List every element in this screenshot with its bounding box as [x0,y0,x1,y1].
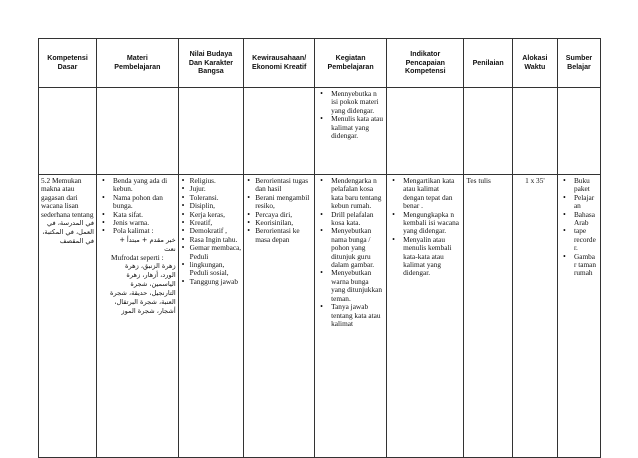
header-kewirausahaan: Kewirausahaan/ Ekonomi Kreatif [244,39,315,88]
cell-materi [97,175,179,458]
cell-empty [97,88,179,175]
cell-kegiatan-cont [315,88,387,175]
cell-kewirausahaan [244,175,315,458]
cell-sumber [557,175,600,458]
header-materi: Materi Pembelajaran [97,39,179,88]
mufrodat-line: أشجار، شجرة الموز [121,307,176,316]
cell-nilai-budaya [178,175,244,458]
list-item: • Menyebutkan nama bunga / pohon yang ditunjuk guru dalam gambar. [317,227,384,269]
header-nilai-budaya: Nilai Budaya Dan Karakter Bangsa [178,39,244,88]
kd-text: Memukan makna atau gagasan dari wacana lisan sederhana tentang [41,176,94,219]
cell-empty [39,88,97,175]
mufrodat-line: زهرة الزنبق، زهرة [125,262,176,271]
header-indikator: Indikator Pencapaian Kompetensi [387,39,464,88]
cell-alokasi: 1 x 35' [512,175,557,458]
cell-empty [387,88,464,175]
pola-kalimat-arabic: خبر مقدم + مبتدأ + نعت [119,235,176,253]
list-item: • Religius. [181,177,242,185]
list-item: • Berani mengambil resiko, [246,194,312,211]
cell-empty [557,88,600,175]
list-item: • Pola kalimat : [99,227,176,235]
list-item: • Buku paket [560,177,598,194]
cell-indikator [387,175,464,458]
list-item: • lingkungan, Peduli sosial, [181,261,242,278]
cell-kompetensi-dasar [39,175,97,458]
list-item: • Rasa Ingin tahu. [181,236,242,244]
header-kompetensi-dasar: Kompetensi Dasar [39,39,97,88]
mufrodat-line: الياسمين، شجرة [130,280,176,289]
mufrodat-line: الورد، أزهار، زهرة [126,271,176,280]
list-item: • Tanya jawab tentang kata atau kalimat [317,303,384,328]
list-item: • Gemar membaca, Peduli [181,244,242,261]
mufrodat-line: التارنجيل، حديقة، شجرة [110,289,176,298]
list-item: • Nama pohon dan bunga. [99,194,176,211]
list-item: • Keorisinilan, [246,219,312,227]
list-item: • Gamba r taman rumah [560,253,598,278]
list-item: • Menyebutkan warna bunga yang ditunjukkan teman. [317,269,384,303]
cell-penilaian: Tes tulis [464,175,512,458]
list-item: • Kata sifat. [99,211,176,219]
cell-empty [178,88,244,175]
cell-empty [464,88,512,175]
header-row [39,39,601,88]
list-item: • Mendengarka n pelafalan kosa kata baru tentang kebun rumah. [317,177,384,211]
list-item: • Menulis kata atau kalimat yang didengar. [317,115,384,140]
continued-row [39,88,601,175]
list-item: • Kerja keras, [181,211,242,219]
header-penilaian: Penilaian [464,39,512,88]
list-item: • Mengungkapka n kembali isi wacana yang didengar. [389,211,461,236]
list-item: • Jujur. [181,185,242,193]
header-sumber: Sumber Belajar [557,39,600,88]
list-item: • Berorientasi ke masa depan [246,227,312,244]
kd-number: 5.2 [41,176,51,185]
list-item: • Toleransi. [181,194,242,202]
list-item: • Bahasa Arab [560,211,598,228]
cell-empty [512,88,557,175]
header-kegiatan: Kegiatan Pembelajaran [315,39,387,88]
list-item: • Jenis warna. [99,219,176,227]
list-item: • Demokratif , [181,227,242,235]
cell-empty [244,88,315,175]
list-item: • Tanggung jawab [181,278,242,286]
kd-arabic: في المدرسة، في العمل، في المكتبة، في المقصف [42,219,95,246]
list-item: • Menyalin atau menulis kembali kata-kata atau kalimat yang didengar. [389,236,461,278]
list-item: • Berorientasi tugas dan hasil [246,177,312,194]
header-alokasi: Alokasi Waktu [512,39,557,88]
cell-kegiatan [315,175,387,458]
list-item: • Mengartikan kata atau kalimat dengan tepat dan benar . [389,177,461,211]
list-item: • Drill pelafalan kosa kata. [317,211,384,228]
list-item: • Benda yang ada di kebun. [99,177,176,194]
list-item: • Percaya diri, [246,211,312,219]
list-item: • Mennyebutka n isi pokok materi yang didengar. [317,90,384,115]
mufrodat-line: العنبة، شجرة البرتقال، [114,298,176,307]
list-item: • Kreatif, [181,219,242,227]
list-item: • Pelajar an [560,194,598,211]
mufrodat-label: Mufrodat seperti : [111,252,164,262]
syllabus-table [38,38,601,458]
list-item: • Disiplin, [181,202,242,210]
list-item: • tape recorde r. [560,227,598,252]
table-row-5-2 [39,175,601,458]
